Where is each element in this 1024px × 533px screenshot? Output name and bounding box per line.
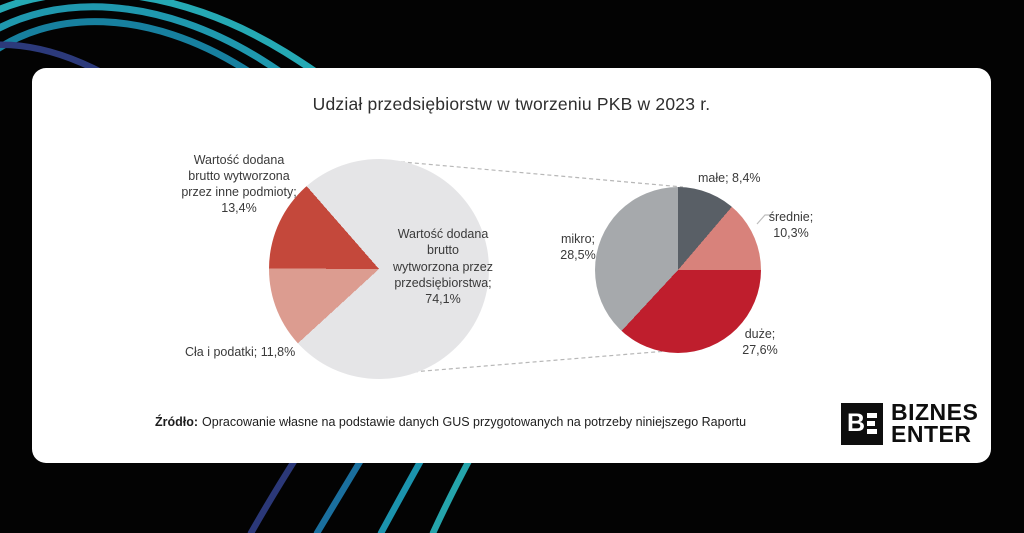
arc-navy-bottom [251,455,298,533]
logo-line2: ENTER [891,420,972,447]
label-line: 28,5% [560,248,596,262]
label-cla-i-podatki: Cła i podatki; 11,8% [185,345,296,359]
source-note [155,415,746,429]
label-line: przez inne podmioty; [181,185,297,199]
source-text: Opracowanie własne na podstawie danych GUS przygotowanych na potrzeby niniejszego Raportu [202,415,747,429]
label-line: wytworzona przez [392,259,494,274]
label-line: przedsiębiorstwa; [394,275,492,290]
logo-monogram-icon [841,403,883,445]
biznes-enter-logo [841,399,979,447]
label-line: 10,3% [773,226,809,240]
label-mikro [544,231,612,263]
label-line: 13,4% [221,201,257,215]
label-line: średnie; [768,210,814,224]
arc-teal-light-bottom [433,455,472,533]
label-line: brutto [427,243,459,258]
source-label: Źródło: [155,415,199,429]
arc-blue-bottom [317,455,364,533]
label-line: Wartość dodana [193,153,285,167]
label-duze [724,326,796,358]
logo-e-bars-icon [867,413,877,434]
label-line: mikro; [560,232,596,246]
label-przedsiebiorstwa [362,226,524,307]
label-inne-podmioty [160,152,318,216]
logo-wordmark [891,399,979,447]
label-line: brutto wytworzona [188,169,290,183]
label-srednie [756,209,826,241]
chart-card [32,68,991,463]
label-line: 74,1% [425,292,461,306]
logo-monogram-letter: B [846,409,866,438]
label-line: duże; [744,327,776,341]
label-male: małe; 8,4% [698,171,761,185]
chart-title: Udział przedsiębiorstw w tworzeniu PKB w 2023 r. [312,94,711,114]
label-line: 27,6% [742,343,778,357]
arc-teal-bottom [381,455,424,533]
label-line: Wartość dodana [397,227,489,241]
logo-line1: BIZNES [891,399,979,425]
